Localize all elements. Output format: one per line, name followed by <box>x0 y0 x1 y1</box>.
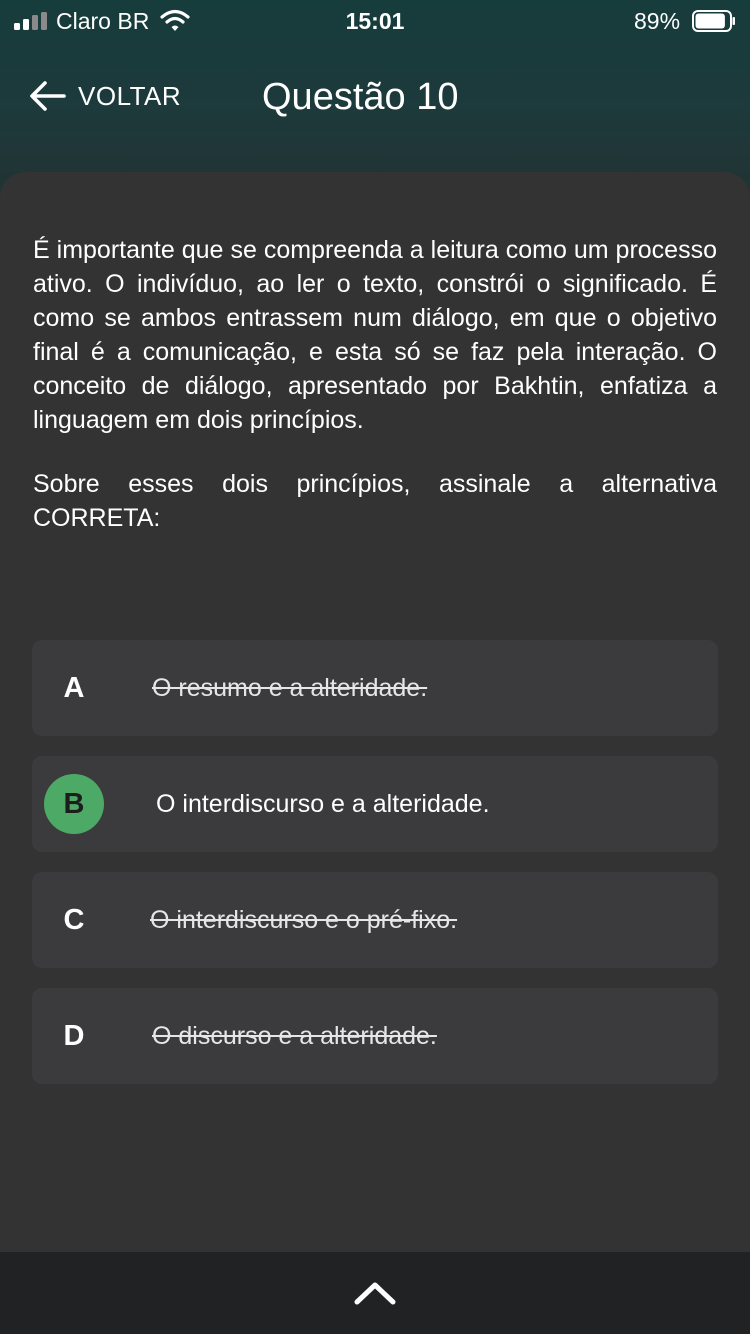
battery-percent: 89% <box>634 8 681 34</box>
option-c[interactable] <box>32 872 718 968</box>
option-letter: C <box>63 903 85 936</box>
bottom-bar <box>0 1252 750 1334</box>
option-text: O interdiscurso e a alteridade. <box>156 789 490 818</box>
option-a[interactable] <box>32 640 718 736</box>
option-letter: A <box>63 671 85 704</box>
option-b[interactable] <box>32 756 718 852</box>
question-prompt: Sobre esses dois princípios, assinale a alternativa CORRETA: <box>33 470 717 532</box>
question-paragraph: É importante que se compreenda a leitura como um processo ativo. O indivíduo, ao ler o texto, constrói o significado. É como se ambos entrassem num diálogo, em que o objetivo final é a comunicação, e esta só se faz pela interação. O conceito de diálogo, apresentado por Bakhtin, enfatiza a linguagem em dois princípios. <box>33 236 717 434</box>
option-text: O discurso e a alteridade. <box>152 1021 437 1050</box>
option-text: O resumo e a alteridade. <box>152 673 428 702</box>
arrow-left-icon <box>28 79 66 113</box>
option-letter-correct-badge: B <box>44 774 104 834</box>
back-button[interactable] <box>28 74 181 118</box>
option-text: O interdiscurso e o pré-fixo. <box>150 905 458 934</box>
status-bar <box>0 0 750 44</box>
option-letter: D <box>63 1019 85 1052</box>
back-label: VOLTAR <box>78 80 182 111</box>
option-d[interactable] <box>32 988 718 1084</box>
page-title: Questão 10 <box>262 76 459 118</box>
clock: 15:01 <box>345 8 405 34</box>
chevron-up-icon[interactable] <box>345 1272 405 1312</box>
question-text <box>33 233 717 565</box>
battery-icon <box>692 10 736 32</box>
carrier-name: Claro BR <box>56 8 150 34</box>
